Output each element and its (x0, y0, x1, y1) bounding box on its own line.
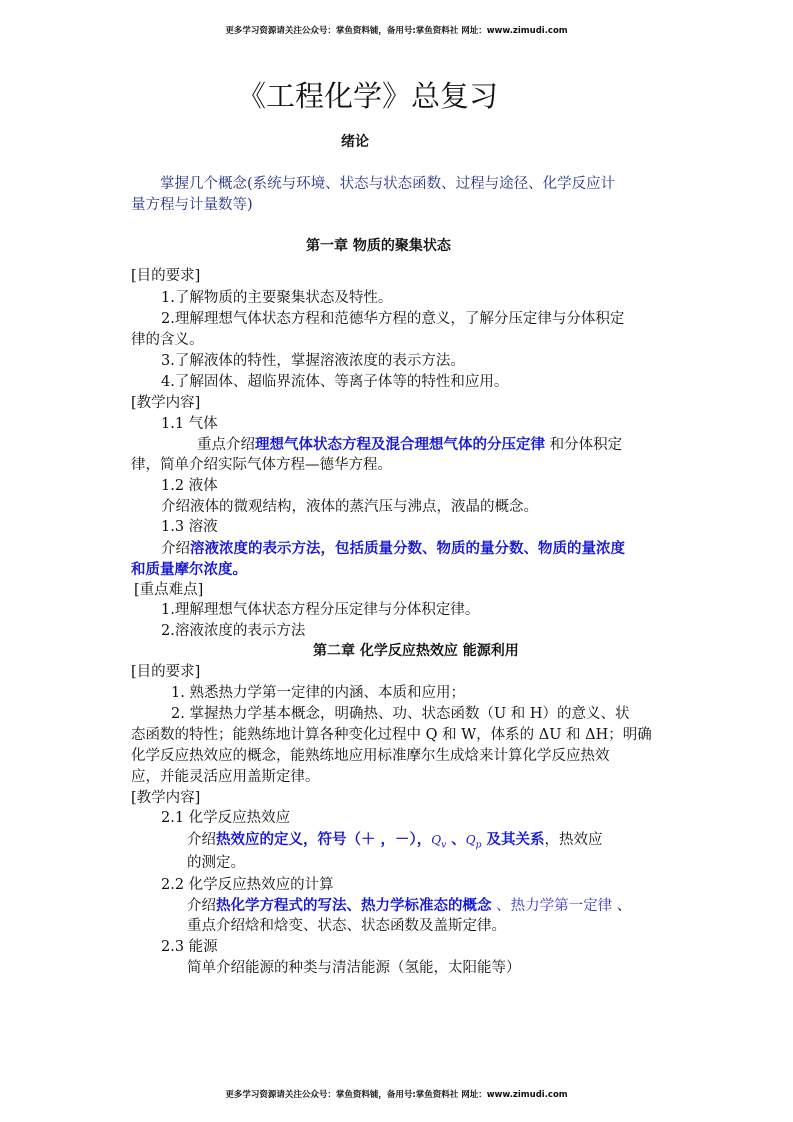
section-1-2: 1.2 液体 (161, 478, 218, 494)
section-2-2: 2.2 化学反应热效应的计算 (161, 877, 334, 893)
section-1-1: 1.1 气体 (161, 416, 218, 432)
page-title: 《工程化学》总复习 (237, 79, 499, 113)
top-banner: 更多学习资源请关注公众号：掌鱼资料铺，备用号:掌鱼资料社 网址：www.zimudi.com (225, 26, 568, 36)
qv-symbol: $Q_v$ (431, 833, 447, 851)
section-2-1-text-cont: 的测定。 (187, 855, 245, 871)
qv-qp-separator: 、 (446, 831, 466, 848)
ch1-key-1: 1.理解理想气体状态方程分压定律与分体积定律。 (161, 602, 480, 618)
section-2-1-highlight-2: 及其关系 (481, 831, 545, 848)
ch1-content-label: [教学内容] (131, 395, 201, 411)
ch2-goal-1: 1. 熟悉热力学第一定律的内涵、本质和应用； (171, 685, 465, 701)
chapter-2-heading: 第二章 化学反应热效应 能源利用 (313, 643, 519, 659)
section-2-2-text-cont: 重点介绍焓和焓变、状态、状态函数及盖斯定律。 (187, 918, 506, 934)
section-1-3-text (161, 538, 625, 560)
section-2-2-highlight: 热化学方程式的写法、热力学标准态的概念 (216, 897, 492, 914)
ch1-goals-label: [目的要求] (131, 268, 201, 284)
ch1-goal-1: 1.了解物质的主要聚集状态及特性。 (161, 290, 393, 306)
section-2-2-suffix: 、 (612, 898, 632, 914)
section-2-1-prefix: 介绍 (187, 832, 216, 848)
ch1-key-2: 2.溶液浓度的表示方法 (161, 623, 306, 639)
ch2-goal-2-cont-2: 化学反应热效应的概念，能熟练地应用标准摩尔生成焓来计算化学反应热效 (131, 748, 610, 764)
section-1-2-text: 介绍液体的微观结构，液体的蒸汽压与沸点，液晶的概念。 (161, 499, 538, 515)
ch1-goal-2: 2.理解理想气体状态方程和范德华方程的意义，了解分压定律与分体积定 (161, 311, 625, 327)
section-2-1-text (187, 829, 602, 856)
ch2-goal-2-cont-3: 应，并能灵活应用盖斯定律。 (131, 769, 320, 785)
section-1-1-suffix: 和分体积定 (545, 437, 623, 453)
ch2-goals-label: [目的要求] (131, 664, 201, 680)
section-1-1-highlight: 理想气体状态方程及混合理想气体的分压定律 (255, 436, 545, 453)
ch2-content-label: [教学内容] (131, 790, 201, 806)
intro-heading: 绪论 (341, 134, 369, 150)
section-2-1-highlight: 热效应的定义，符号（＋ ，－）， (216, 831, 432, 848)
ch1-key-label: [重点难点] (134, 582, 204, 598)
section-1-3-highlight: 溶液浓度的表示方法，包括质量分数、物质的量分数、物质的量浓度 (190, 540, 625, 557)
ch2-goal-2-cont-1: 态函数的特性；能熟练地计算各种变化过程中 Q 和 W，体系的 ΔU 和 ΔH；明确 (131, 727, 652, 743)
intro-line-1: 掌握几个概念(系统与环境、状态与状态函数、过程与途径、化学反应计 (160, 176, 616, 192)
section-1-1-text-cont: 律，简单介绍实际气体方程—德华方程。 (131, 457, 392, 473)
qp-symbol: $Q_p$ (465, 833, 482, 851)
intro-line-2: 量方程与计量数等) (131, 197, 253, 213)
section-2-2-prefix: 介绍 (187, 898, 216, 914)
section-2-1-suffix: ，热效应 (544, 832, 603, 848)
section-1-1-text (197, 434, 622, 456)
section-2-3: 2.3 能源 (161, 939, 218, 955)
ch1-goal-2-cont: 律的含义。 (131, 332, 204, 348)
section-1-3-highlight-cont: 和质量摩尔浓度。 (131, 561, 247, 578)
section-2-1: 2.1 化学反应热效应 (161, 810, 291, 826)
bottom-banner: 更多学习资源请关注公众号：掌鱼资料铺，备用号:掌鱼资料社 网址：www.zimudi.com (225, 1090, 568, 1100)
section-2-2-first-law: 、热力学第一定律 (491, 898, 613, 914)
section-2-3-text: 简单介绍能源的种类与清洁能源（氢能，太阳能等） (187, 960, 521, 976)
section-2-2-text (187, 895, 631, 917)
ch1-goal-4: 4.了解固体、超临界流体、等离子体等的特性和应用。 (161, 374, 509, 390)
section-1-3: 1.3 溶液 (161, 519, 218, 535)
ch2-goal-2: 2. 掌握热力学基本概念，明确热、功、状态函数（U 和 H）的意义、状 (171, 706, 630, 722)
chapter-1-heading: 第一章 物质的聚集状态 (306, 238, 451, 254)
section-1-1-prefix: 重点介绍 (197, 437, 255, 453)
ch1-goal-3: 3.了解液体的特性，掌握溶液浓度的表示方法。 (161, 353, 465, 369)
section-1-3-prefix: 介绍 (161, 541, 190, 557)
